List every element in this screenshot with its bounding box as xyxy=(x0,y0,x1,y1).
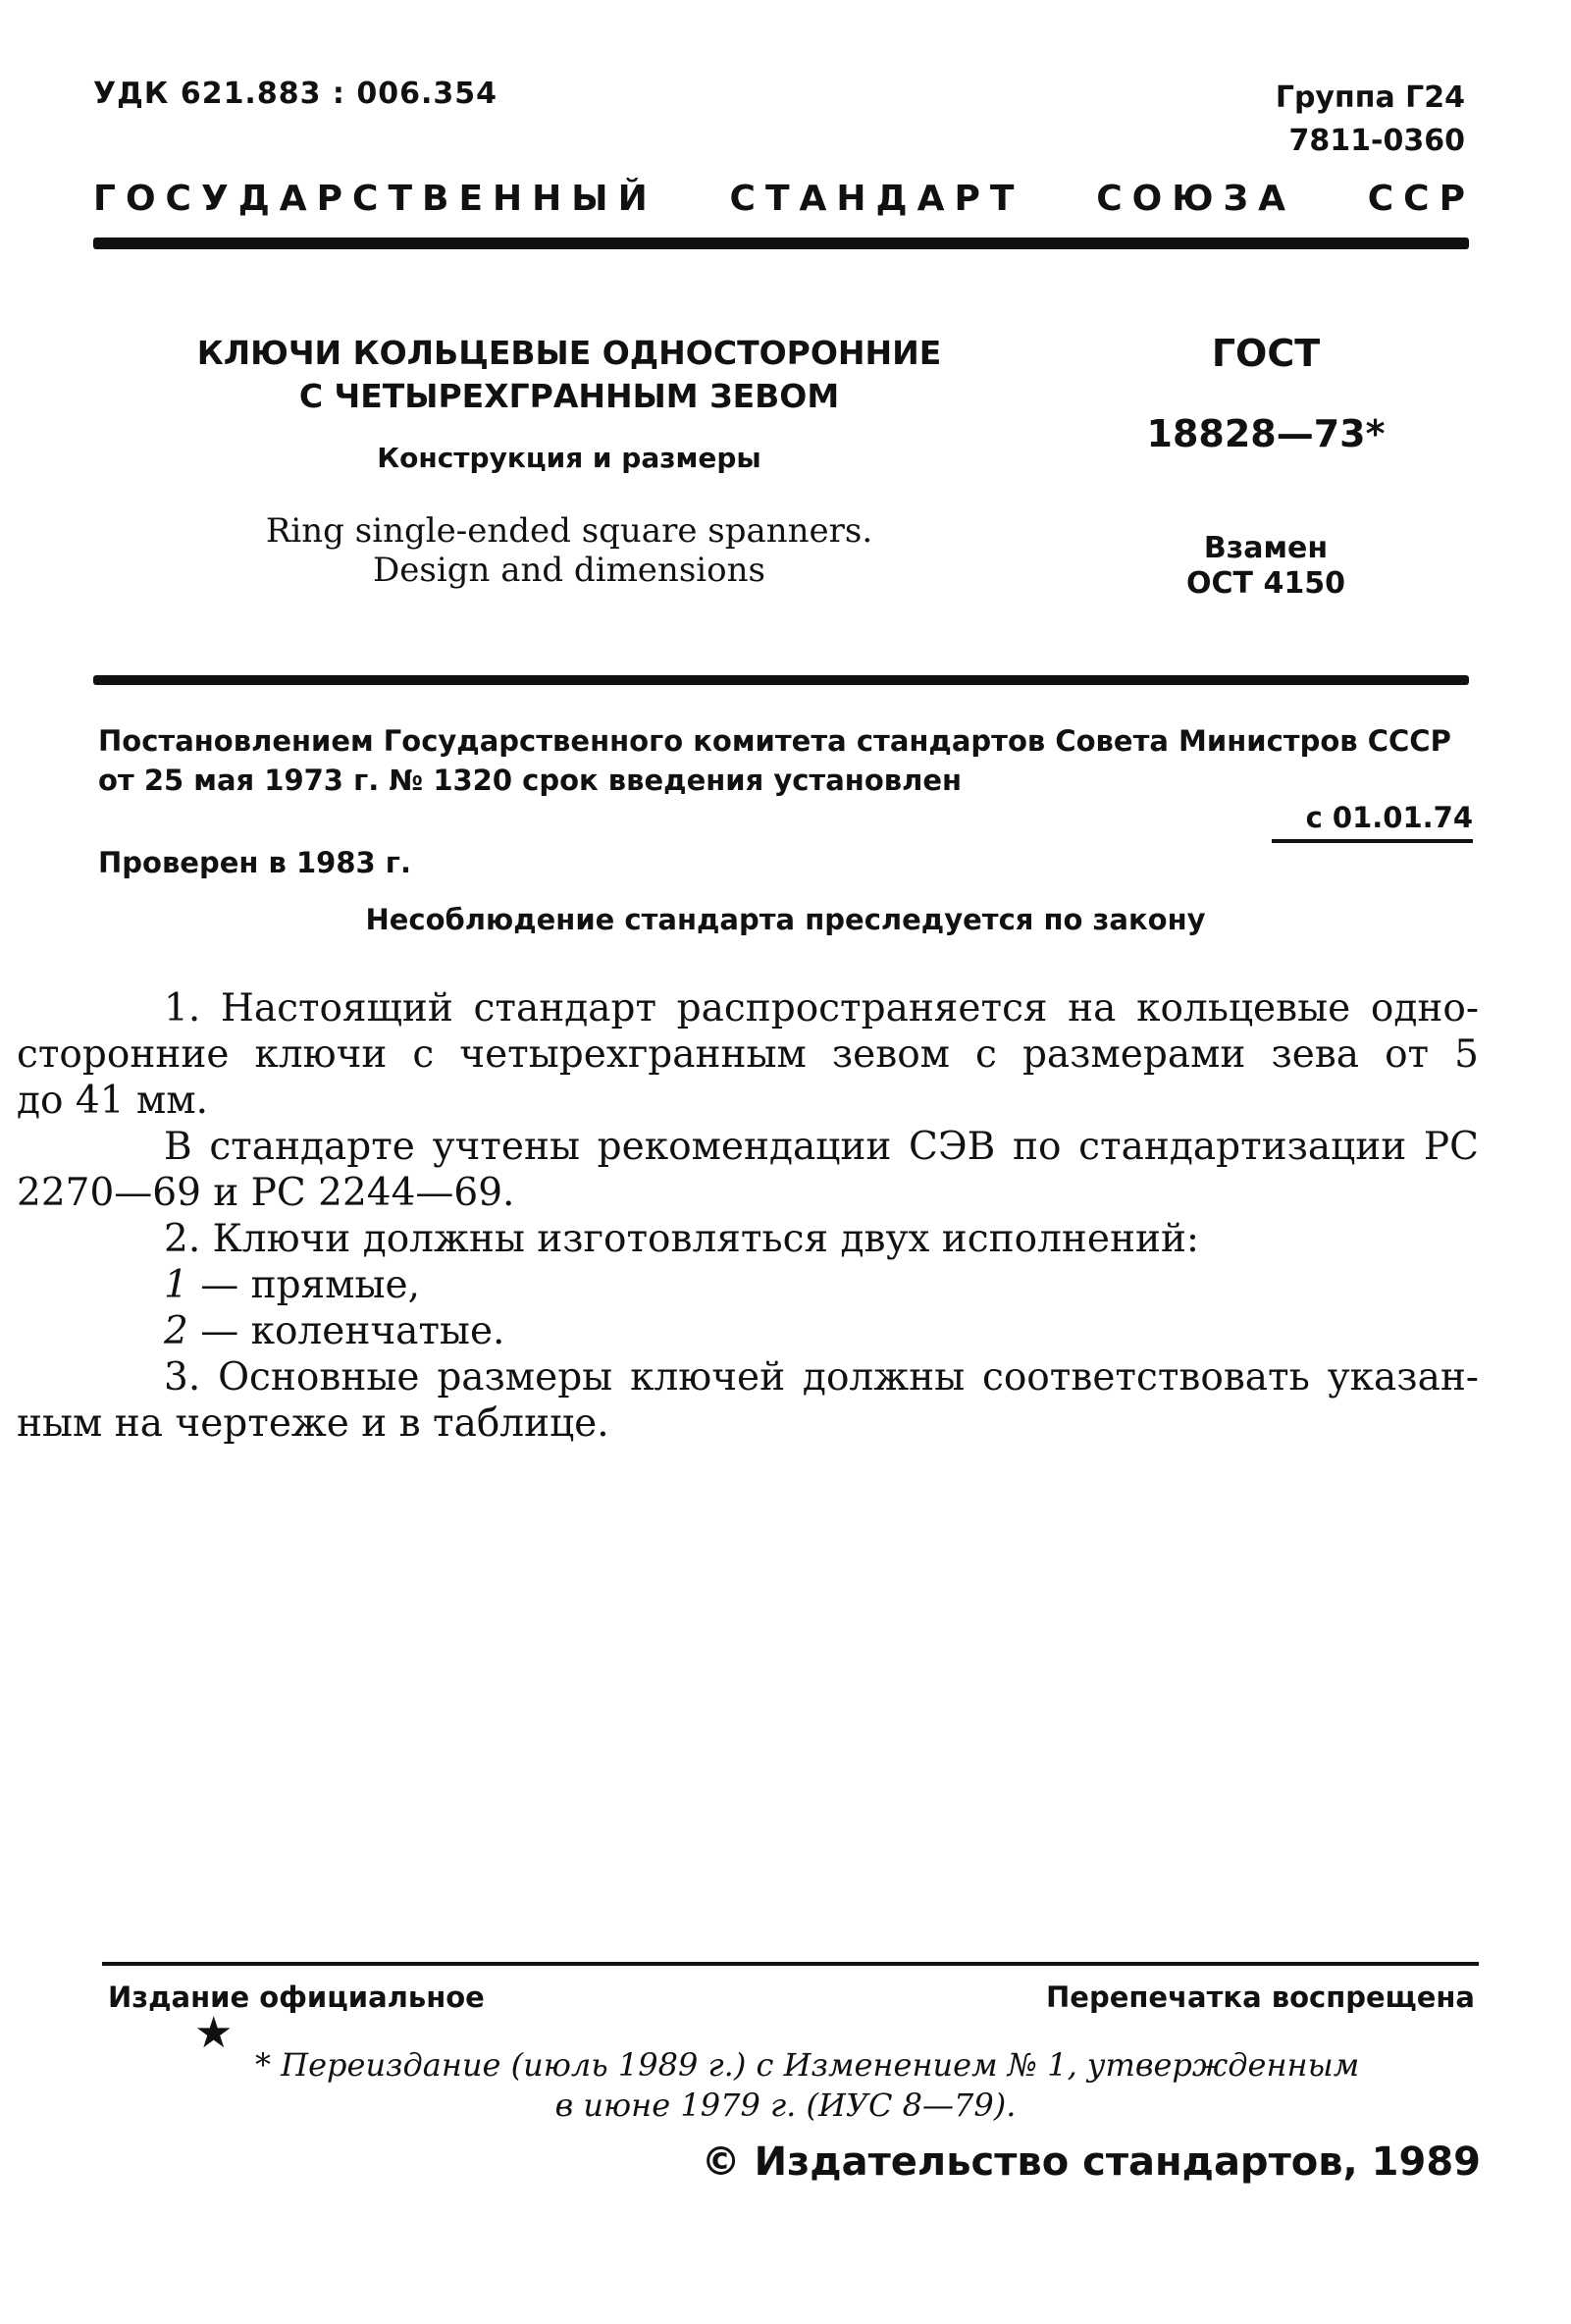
noncompliance-note: Несоблюдение стандарта преследуется по закону xyxy=(365,903,1206,936)
checked-note: Проверен в 1983 г. xyxy=(98,846,411,879)
copyright: © Издательство стандартов, 1989 xyxy=(701,2139,1481,2185)
classification-code: 7811-0360 xyxy=(1288,124,1465,158)
item-text: — коленчатые. xyxy=(187,1309,505,1353)
group-line: Группа Г24 xyxy=(1275,80,1465,115)
paragraph-3: 2. Ключи должны изготовляться двух исполнений: xyxy=(164,1217,1200,1261)
item-number: 2 xyxy=(164,1309,188,1353)
paragraph-2-line-1: В стандарте учтены рекомендации СЭВ по стандартизации РС xyxy=(164,1125,1479,1169)
gost-number: 18828—73* xyxy=(1146,412,1386,455)
replace-number: ОСТ 4150 xyxy=(1186,566,1345,601)
body-text xyxy=(17,985,1479,1447)
decree-line-2: от 25 мая 1973 г. № 1320 срок введения установлен xyxy=(98,764,963,797)
udk-code: УДК 621.883 : 006.354 xyxy=(93,77,497,111)
gost-label: ГОСТ xyxy=(1211,332,1321,375)
paragraph-1-line-2: сторонние ключи с четырехгранным зевом с размерами зева от 5 xyxy=(17,1032,1479,1077)
item-number: 1 xyxy=(164,1263,188,1307)
effective-date: с 01.01.74 xyxy=(1305,801,1473,834)
paragraph-2-line-2: 2270—69 и РС 2244—69. xyxy=(17,1171,515,1215)
bottom-divider xyxy=(102,1962,1479,1966)
group-code xyxy=(1276,77,1465,163)
title-line-1: КЛЮЧИ КОЛЬЦЕВЫЕ ОДНОСТОРОННИЕ xyxy=(196,334,942,372)
paragraph-1-line-1: 1. Настоящий стандарт распространяется на кольцевые одно- xyxy=(164,986,1479,1030)
date-underline xyxy=(1272,839,1473,843)
reissue-note-line-2: в июне 1979 г. (ИУС 8—79). xyxy=(554,2086,1017,2124)
paragraph-1-line-3: до 41 мм. xyxy=(17,1079,208,1123)
state-standard-heading xyxy=(93,179,1475,219)
paragraph-4-line-2: ным на чертеже и в таблице. xyxy=(17,1401,609,1446)
official-edition: Издание официальное xyxy=(108,1981,485,2014)
title-line-2: С ЧЕТЫРЕХГРАННЫМ ЗЕВОМ xyxy=(298,377,840,415)
top-divider xyxy=(93,238,1469,249)
item-text: — прямые, xyxy=(187,1263,421,1307)
english-title-line-1: Ring single-ended square spanners. xyxy=(265,511,873,551)
list-item xyxy=(164,1262,1479,1308)
list-item xyxy=(164,1308,1479,1354)
replace-label: Взамен xyxy=(1203,531,1329,565)
decree-line-1: Постановлением Государственного комитета стандартов Совета Министров СССР xyxy=(98,724,1451,758)
gost-block xyxy=(1138,332,1393,603)
middle-divider xyxy=(93,675,1469,685)
reprint-prohibited: Перепечатка воспрещена xyxy=(1046,1981,1475,2014)
title-block xyxy=(196,332,942,590)
reissue-note-line-1: * Переиздание (июль 1989 г.) с Изменением № 1, утвержденным xyxy=(255,2046,1360,2084)
state-standard-text: ГОСУДАРСТВЕННЫЙ СТАНДАРТ СОЮЗА ССР xyxy=(93,179,1475,219)
subtitle: Конструкция и размеры xyxy=(377,442,761,474)
star-icon: ★ xyxy=(194,2008,234,2058)
english-title-line-2: Design and dimensions xyxy=(373,551,765,590)
paragraph-4-line-1: 3. Основные размеры ключей должны соответствовать указан- xyxy=(164,1355,1479,1400)
english-title xyxy=(196,511,942,590)
